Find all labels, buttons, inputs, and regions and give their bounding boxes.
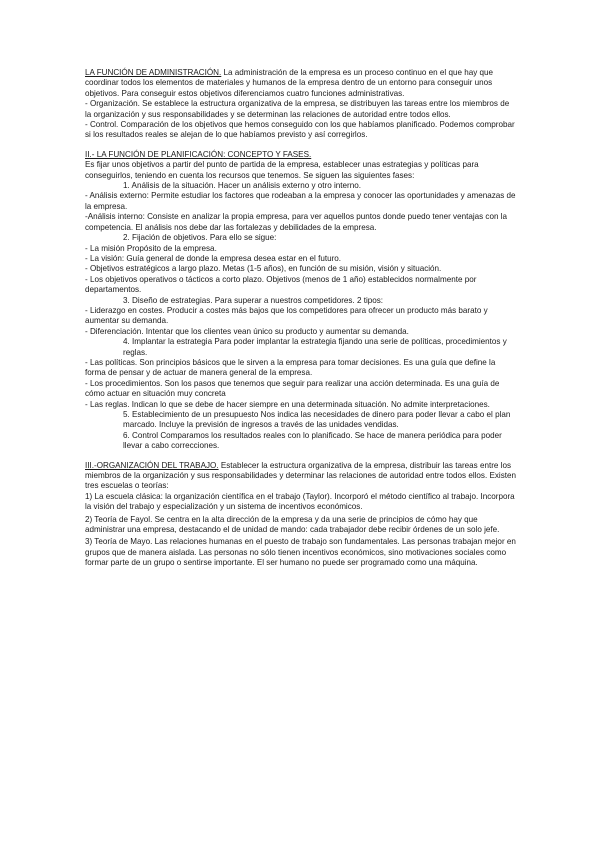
school-classical: 1) La escuela clásica: la organización científica en el trabajo (Taylor). Incorporó el método científico al trabajo. Incorpora la visión del trabajo y especialización y un sistema de incentivos económicos. <box>85 491 515 512</box>
section-2-intro: Es fijar unos objetivos a partir del punto de partida de la empresa, establecer unas estrategias y políticas para conseguirlos, teniendo en cuenta los recursos que tenemos. Se siguen las siguientes fases: <box>85 160 479 180</box>
section-3-intro: III.-ORGANIZACIÓN DEL TRABAJO. Establecer la estructura organizativa de la empresa, distribuir las tareas entre los miembros de la organización y sus responsabilidades y determinar las relaciones de autoridad entre todos ellos. Existen tres escuelas o teorías: <box>85 460 517 491</box>
school-mayo: 3) Teoría de Mayo. Las relaciones humanas en el puesto de trabajo son fundamentales. Las personas trabajan mejor en grupos que de manera aislada. Las personas no sólo tienen incentivos económicos, sino motivaciones sociales como formar parte de un grupo o sentirse importante. El ser humano no puede ser programado como una máquina. <box>85 537 516 568</box>
step-3-differentiation: - Diferenciación. Intentar que los clientes vean único su producto y aumentar su demanda. <box>85 326 409 336</box>
step-4-procedures: - Los procedimientos. Son los pasos que tenemos que seguir para realizar una acción determinada. Es una guía de cómo actuar en situación muy concreta <box>85 378 500 399</box>
step-1-heading: 1. Análisis de la situación. Hacer un análisis externo y otro interno. <box>123 181 361 191</box>
school-fayol: 2) Teoría de Fayol. Se centra en la alta dirección de la empresa y da una serie de principios de cómo hay que administrar una empresa, destacando el de unidad de mando: cada trabajador debe recibir órdenes de un solo jefe. <box>85 514 500 535</box>
step-4-heading: 4. Implantar la estrategia Para poder implantar la estrategia fijando una serie de políticas, procedimientos y reglas. <box>123 337 507 357</box>
section-3-title: III.-ORGANIZACIÓN DEL TRABAJO. <box>85 460 219 470</box>
step-1-external: - Análisis externo: Permite estudiar los factores que rodeaban a la empresa y conocer las oportunidades y amenazas de la empresa. <box>85 191 516 211</box>
step-1-internal: -Análisis interno: Consiste en analizar la propia empresa, para ver aquellos puntos donde puedo tener ventajas con la competencia. El análisis nos debe dar las fortalezas y debilidades de la empresa. <box>85 212 508 232</box>
step-3-heading: 3. Diseño de estrategias. Para superar a nuestros competidores. 2 tipos: <box>123 295 384 305</box>
section-1-intro: LA FUNCIÓN DE ADMINISTRACIÓN. La administración de la empresa es un proceso continuo en el que hay que coordinar todos los elementos de materiales y humanos de la empresa dentro de un entorno para conseguir unos objetivos. Para conseguir estos objetivos diferenciamos cuatro funciones administrativas. <box>85 68 494 98</box>
step-4-rules: - Las reglas. Indican lo que se debe de hacer siempre en una determinada situación. No admite interpretaciones. <box>85 399 490 409</box>
step-2-mision: - La misión Propósito de la empresa. <box>85 243 217 253</box>
organizacion-paragraph: - Organización. Se establece la estructura organizativa de la empresa, se distribuyen las tareas entre los miembros de la organización y sus responsabilidades y se determinan las relaciones de autoridad entre todos ellos. <box>85 99 510 119</box>
control-paragraph: - Control. Comparación de los objetivos que hemos conseguido con los que habíamos planificado. Podemos comprobar si los resultados reales se alejan de lo que habíamos previsto y así corregirlos. <box>85 120 515 140</box>
step-2-vision: - La visión: Guía general de donde la empresa desea estar en el futuro. <box>85 253 342 263</box>
step-2-heading: 2. Fijación de objetivos. Para ello se sigue: <box>123 233 277 243</box>
step-3-costs: - Liderazgo en costes. Producir a costes más bajos que los competidores para ofrecer un producto más barato y aumentar su demanda. <box>85 305 488 326</box>
step-5-paragraph: 5. Establecimiento de un presupuesto Nos indica las necesidades de dinero para poder llevar a cabo el plan marcado. Incluye la previsión de ingresos a través de las unidades vendidas. <box>123 410 511 430</box>
step-2-strategic: - Objetivos estratégicos a largo plazo. Metas (1-5 años), en función de su misión, visión y situación. <box>85 264 442 274</box>
step-4-policies: - Las políticas. Son principios básicos que le sirven a la empresa para tomar decisiones. Es una guía que define la forma de pensar y de actuar de manera general de la empresa. <box>85 357 496 378</box>
section-1-title: LA FUNCIÓN DE ADMINISTRACIÓN. <box>85 68 222 77</box>
step-6-paragraph: 6. Control Comparamos los resultados reales con lo planificado. Se hace de manera periódica para poder llevar a cabo correcciones. <box>123 430 502 451</box>
section-2-title: II.- LA FUNCIÓN DE PLANIFICACIÓN: CONCEPTO Y FASES. <box>85 149 312 159</box>
step-2-operative: - Los objetivos operativos o tácticos a corto plazo. Objetivos (menos de 1 año) establecidos normalmente por departamentos. <box>85 274 477 295</box>
document-page <box>85 68 517 569</box>
